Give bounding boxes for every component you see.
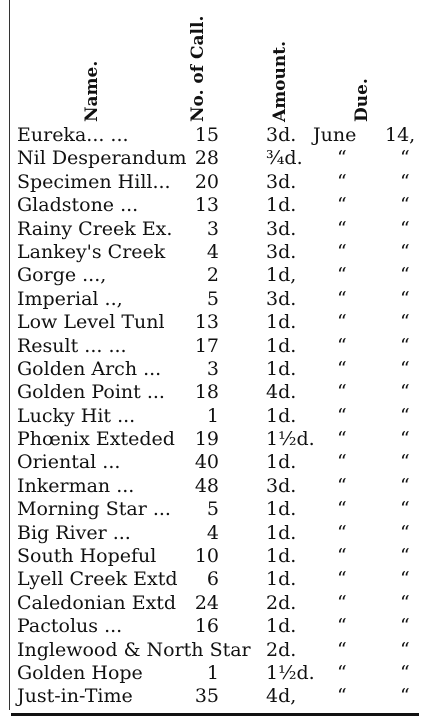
due-date-b: “ — [400, 147, 410, 170]
due-date-a: “ — [337, 334, 347, 357]
call-amount: 4d, — [266, 685, 297, 708]
due-date-b: “ — [400, 591, 410, 614]
call-amount: 1½d. — [266, 661, 315, 684]
company-name: Rainy Creek Ex. — [17, 217, 173, 240]
table-row — [0, 381, 427, 404]
company-name: Imperial .., — [17, 287, 123, 310]
call-number: 1 — [206, 404, 219, 427]
due-date-b: “ — [400, 685, 410, 708]
due-date-a: June — [313, 124, 357, 146]
call-amount: 3d. — [266, 287, 297, 310]
due-date-b: “ — [400, 264, 410, 287]
header-due: Due. — [352, 78, 372, 122]
due-date-a: “ — [337, 264, 347, 287]
due-date-a: “ — [337, 685, 347, 708]
due-date-a: “ — [337, 147, 347, 170]
call-number: 1 — [206, 661, 219, 684]
table-row — [0, 545, 427, 568]
table-row — [0, 639, 427, 662]
due-date-a: “ — [337, 170, 347, 193]
due-date-a: “ — [337, 521, 347, 544]
table-row — [0, 194, 427, 217]
due-date-b: “ — [400, 474, 410, 497]
table-row — [0, 405, 427, 428]
call-number: 28 — [194, 147, 219, 170]
header-amount: Amount. — [270, 40, 290, 122]
call-amount: 1d. — [266, 498, 297, 521]
table-row — [0, 241, 427, 264]
due-date-b: “ — [400, 615, 410, 638]
due-date-b: “ — [400, 404, 410, 427]
company-name: Phœnix Exteded — [17, 428, 175, 451]
call-number: 19 — [194, 428, 219, 451]
due-date-a: “ — [337, 615, 347, 638]
call-amount: 1d. — [266, 404, 297, 427]
table-row — [0, 522, 427, 545]
call-amount: 1d. — [266, 451, 297, 474]
due-date-b: “ — [400, 428, 410, 451]
call-number: 6 — [206, 568, 219, 591]
due-date-a: “ — [337, 474, 347, 497]
company-name: Big River ... — [17, 521, 131, 544]
call-number: 40 — [194, 451, 219, 474]
due-date-b: “ — [400, 287, 410, 310]
due-date-b: “ — [400, 381, 410, 404]
table-row — [0, 592, 427, 615]
table-row — [0, 662, 427, 685]
company-name: Gorge ..., — [17, 264, 107, 287]
table-row — [0, 451, 427, 474]
table-row — [0, 264, 427, 287]
due-date-b: “ — [400, 661, 410, 684]
company-name: Lyell Creek Extd — [17, 568, 178, 591]
call-number: 3 — [206, 357, 219, 380]
due-date-b: “ — [400, 498, 410, 521]
company-name: Low Level Tunl — [17, 311, 165, 334]
call-number: 24 — [194, 591, 219, 614]
company-name: Just-in-Time — [17, 685, 133, 708]
call-amount: 1d. — [266, 357, 297, 380]
bottom-rule — [11, 713, 419, 716]
company-name: Gladstone ... — [17, 194, 139, 217]
call-number: 16 — [194, 615, 219, 638]
due-date-b: “ — [400, 451, 410, 474]
due-date-b: 14, — [385, 124, 416, 146]
company-name: Oriental ... — [17, 451, 121, 474]
call-number: 4 — [206, 240, 219, 263]
due-date-b: “ — [400, 311, 410, 334]
company-name: Result ... ... — [17, 334, 127, 357]
due-date-b: “ — [400, 217, 410, 240]
due-date-b: “ — [400, 638, 410, 661]
company-name: Pactolus ... — [17, 615, 123, 638]
table-row — [0, 358, 427, 381]
call-amount: 3d. — [266, 124, 297, 146]
table-row — [0, 218, 427, 241]
due-date-b: “ — [400, 357, 410, 380]
due-date-b: “ — [400, 240, 410, 263]
call-number: 5 — [206, 498, 219, 521]
call-amount: 1½d. — [266, 428, 315, 451]
due-date-b: “ — [400, 194, 410, 217]
company-name: Lankey's Creek — [17, 240, 166, 263]
call-number: 5 — [206, 287, 219, 310]
call-number: 15 — [194, 124, 219, 146]
table-row — [0, 311, 427, 334]
call-number: 18 — [194, 381, 219, 404]
table-row — [0, 288, 427, 311]
due-date-a: “ — [337, 194, 347, 217]
call-number: 13 — [194, 194, 219, 217]
call-amount: 1d. — [266, 194, 297, 217]
table-row — [0, 428, 427, 451]
call-amount: 1d. — [266, 545, 297, 568]
call-amount: 3d. — [266, 240, 297, 263]
due-date-b: “ — [400, 170, 410, 193]
due-date-b: “ — [400, 521, 410, 544]
due-date-a: “ — [337, 568, 347, 591]
call-number: 2 — [206, 264, 219, 287]
call-amount: ¾d. — [266, 147, 303, 170]
due-date-b: “ — [400, 334, 410, 357]
company-name: Golden Hope — [17, 661, 143, 684]
company-name: Inglewood & North Star — [17, 638, 251, 661]
due-date-a: “ — [337, 240, 347, 263]
due-date-a: “ — [337, 451, 347, 474]
due-date-b: “ — [400, 545, 410, 568]
call-number: 17 — [194, 334, 219, 357]
call-table — [0, 124, 427, 709]
company-name: Eureka... ... — [17, 124, 129, 146]
call-number: 48 — [194, 474, 219, 497]
company-name: Specimen Hill... — [17, 170, 171, 193]
due-date-a: “ — [337, 591, 347, 614]
company-name: Nil Desperandum — [17, 147, 187, 170]
table-row — [0, 685, 427, 708]
due-date-a: “ — [337, 498, 347, 521]
call-amount: 1d. — [266, 334, 297, 357]
company-name: South Hopeful — [17, 545, 157, 568]
due-date-a: “ — [337, 287, 347, 310]
table-row — [0, 171, 427, 194]
table-row — [0, 124, 427, 147]
call-amount: 1d. — [266, 568, 297, 591]
call-number: 3 — [206, 217, 219, 240]
company-name: Caledonian Extd — [17, 591, 177, 614]
company-name: Inkerman ... — [17, 474, 135, 497]
due-date-a: “ — [337, 311, 347, 334]
call-amount: 2d. — [266, 638, 297, 661]
header-name: Name. — [82, 60, 102, 122]
call-amount: 3d. — [266, 474, 297, 497]
due-date-a: “ — [337, 357, 347, 380]
call-amount: 4d. — [266, 381, 297, 404]
call-number: 20 — [194, 170, 219, 193]
call-number: 10 — [194, 545, 219, 568]
due-date-a: “ — [337, 217, 347, 240]
table-row — [0, 335, 427, 358]
table-row — [0, 615, 427, 638]
due-date-a: “ — [337, 638, 347, 661]
table-row — [0, 568, 427, 591]
call-number: 13 — [194, 311, 219, 334]
due-date-a: “ — [337, 545, 347, 568]
call-amount: 3d. — [266, 170, 297, 193]
table-row — [0, 475, 427, 498]
due-date-a: “ — [337, 381, 347, 404]
call-amount: 1d. — [266, 521, 297, 544]
due-date-a: “ — [337, 428, 347, 451]
call-amount: 1d. — [266, 615, 297, 638]
table-row — [0, 498, 427, 521]
company-name: Golden Arch ... — [17, 357, 162, 380]
header-calls: No. of Call. — [188, 15, 208, 122]
call-amount: 3d. — [266, 217, 297, 240]
call-amount: 1d. — [266, 311, 297, 334]
due-date-a: “ — [337, 661, 347, 684]
due-date-b: “ — [400, 568, 410, 591]
company-name: Lucky Hit ... — [17, 404, 136, 427]
call-amount: 2d. — [266, 591, 297, 614]
company-name: Morning Star ... — [17, 498, 171, 521]
table-row — [0, 147, 427, 170]
call-number: 35 — [194, 685, 219, 708]
due-date-a: “ — [337, 404, 347, 427]
company-name: Golden Point ... — [17, 381, 165, 404]
call-amount: 1d, — [266, 264, 297, 287]
call-number: 4 — [206, 521, 219, 544]
